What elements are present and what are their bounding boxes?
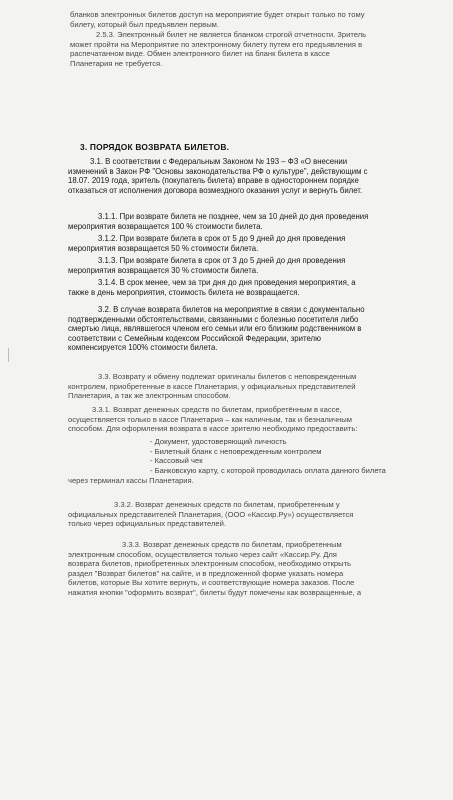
text-line: 3.1.1. При возврате билета не позднее, чем за 10 дней до дня проведения bbox=[98, 212, 369, 221]
text-line: может пройти на Мероприятие по электронному билету путем его предъявления в bbox=[70, 39, 363, 49]
paragraph-3-1-1 bbox=[68, 212, 413, 231]
text-line: распечатанном виде. Обмен электронного билет на бланк билета в кассе bbox=[70, 49, 330, 59]
list-item: - Кассовый чек bbox=[150, 456, 203, 466]
text-line: 3.2. В случае возврата билетов на мероприятие в связи с документально bbox=[98, 305, 365, 314]
text-line: возврата билетов, приобретенных электронным способом, необходимо открыть bbox=[68, 559, 352, 569]
text-line: способом. Для оформления возврата в кассе зрителю необходимо предоставить: bbox=[68, 424, 358, 434]
text-line: соответствии с Семейным кодексом Российской Федерации, зрителю bbox=[68, 333, 321, 343]
paragraph-3-3-2 bbox=[68, 500, 413, 529]
text-line: билету, который был предъявлен первым. bbox=[70, 19, 219, 29]
paragraph-intro bbox=[70, 10, 410, 29]
text-line: 18.07. 2019 года, зритель (покупатель билета) вправе в одностороннем порядке bbox=[68, 176, 359, 186]
text-line: через терминал кассы Планетария. bbox=[68, 476, 194, 485]
text-line: Планетария, а так же электронным способом. bbox=[68, 391, 231, 401]
list-item: - Билетный бланк с неповрежденным контролем bbox=[150, 446, 322, 456]
text-line: изменений в Закон РФ "Основы законодательства РФ о культуре", действующим с bbox=[68, 166, 368, 176]
text-line: электронным способом, осуществляется только через сайт «Кассир.Ру. Для bbox=[68, 549, 337, 559]
text-line: подтвержденными обстоятельствами, связанными с болезнью посетителя либо bbox=[68, 314, 359, 324]
text-line: 3.3.1. Возврат денежных средств по билетам, приобретённым в кассе, bbox=[92, 405, 342, 414]
text-line: 3.1.4. В срок менее, чем за три дня до дня проведения мероприятия, а bbox=[98, 278, 356, 287]
list-tail bbox=[68, 476, 413, 486]
text-line: Планетария не требуется. bbox=[70, 58, 163, 68]
text-line: 2.5.3. Электронный билет не является бланком строгой отчетности. Зритель bbox=[96, 30, 367, 39]
text-line: раздел "Возврат билетов" на сайте, и в предложенной форме указать номера bbox=[68, 568, 344, 578]
required-documents-list bbox=[150, 437, 386, 475]
text-line: смертью лица, являвшегося членом его семьи или его близким родственником в bbox=[68, 324, 362, 334]
text-line: мероприятия возвращается 30 % стоимости билета. bbox=[68, 265, 259, 275]
text-line: билетов, которые Вы хотите вернуть, и соответствующие номера заказов. После bbox=[68, 578, 355, 588]
text-line: мероприятия возвращается 100 % стоимости билета. bbox=[68, 221, 263, 231]
paragraph-3-2 bbox=[68, 305, 413, 353]
paragraph-3-3-3 bbox=[68, 540, 413, 598]
text-line: бланков электронных билетов доступ на мероприятие будет открыт только по тому bbox=[70, 10, 365, 19]
text-line: отказаться от исполнения договора возмездного оказания услуг и вернуть билет. bbox=[68, 185, 363, 195]
list-item: - Банковскую карту, с которой проводилась оплата данного билета bbox=[150, 465, 386, 475]
paragraph-3-3-1 bbox=[68, 405, 413, 434]
paragraph-3-1-4 bbox=[68, 278, 413, 297]
text-line: мероприятия возвращается 50 % стоимости билета. bbox=[68, 243, 259, 253]
text-line: нажатия кнопки "оформить возврат", билеты будут помечены как возвращенные, а bbox=[68, 587, 362, 597]
text-line: осуществляется только в кассе Планетария – как наличным, так и безналичным bbox=[68, 414, 352, 424]
text-line: только через официальных представителей. bbox=[68, 519, 226, 529]
paragraph-3-1 bbox=[68, 157, 413, 195]
text-line: контролем, приобретенные в кассе Планетария, у официальных представителей bbox=[68, 381, 356, 391]
section-heading: 3. ПОРЯДОК ВОЗВРАТА БИЛЕТОВ. bbox=[80, 142, 230, 152]
text-line: 3.3. Возврату и обмену подлежат оригиналы билетов с неповрежденным bbox=[98, 372, 357, 381]
text-line: официальных представителей Планетария, (ООО «Кассир.Ру») осуществляется bbox=[68, 509, 354, 519]
list-item: - Документ, удостоверяющий личность bbox=[150, 437, 287, 446]
text-line: 3.1. В соответствии с Федеральным Законом № 193 – ФЗ «О внесении bbox=[90, 157, 348, 166]
text-line: 3.1.2. При возврате билета в срок от 5 до 9 дней до дня проведения bbox=[98, 234, 346, 243]
margin-mark bbox=[8, 348, 15, 362]
paragraph-3-3 bbox=[68, 372, 413, 401]
text-line: 3.3.2. Возврат денежных средств по билетам, приобретенным у bbox=[114, 500, 340, 509]
paragraph-2-5-3 bbox=[70, 30, 410, 68]
text-line: 3.1.3. При возврате билета в срок от 3 до 5 дней до дня проведения bbox=[98, 256, 346, 265]
paragraph-3-1-2 bbox=[68, 234, 413, 253]
text-line: также в день мероприятия, стоимость билета не возвращается. bbox=[68, 287, 300, 297]
text-line: 3.3.3. Возврат денежных средств по билетам, приобретенным bbox=[122, 540, 342, 549]
text-line: компенсируется 100% стоимости билета. bbox=[68, 343, 218, 353]
paragraph-3-1-3 bbox=[68, 256, 413, 275]
